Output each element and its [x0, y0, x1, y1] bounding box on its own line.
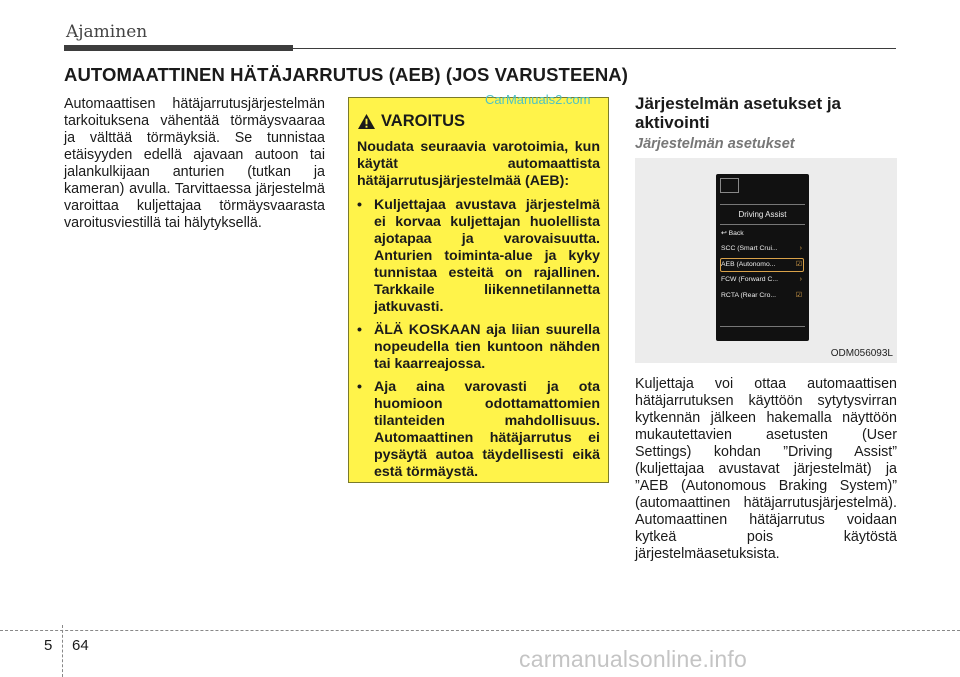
- menu-item-fcw[interactable]: [721, 274, 803, 286]
- screen-divider: [720, 326, 805, 327]
- header-rule-thin: [293, 48, 896, 49]
- warning-bullet: [357, 322, 600, 373]
- footer-divider: [62, 625, 63, 677]
- warning-bullet: [357, 197, 600, 316]
- screen-title: Driving Assist: [738, 210, 787, 219]
- screen-corner-icon: [720, 178, 739, 193]
- chapter-number: 5: [44, 637, 53, 654]
- chevron-right-icon: ›: [799, 245, 802, 252]
- screen-divider: [720, 224, 805, 225]
- menu-item-aeb[interactable]: [720, 258, 804, 272]
- checkbox-icon[interactable]: ☑: [795, 292, 802, 299]
- bullet-marker: •: [357, 379, 362, 395]
- figure-code: ODM056093L: [830, 348, 893, 359]
- warning-bullet: [357, 379, 600, 481]
- menu-item-label: FCW (Forward C...: [721, 276, 779, 283]
- display-screen: [716, 174, 809, 341]
- warning-box: [348, 97, 609, 483]
- warning-header: [357, 112, 600, 131]
- bullet-marker: •: [357, 197, 362, 213]
- intro-paragraph: Automaattisen hätäjarrutusjärjestelmän tarkoituksena vähentää törmäysvaaraa ja välttää törmäyksiä. Se tunnistaa etäisyyden edellä ajavaan autoon tai jalankulkijaan anturien (tutkan ja kameran) avulla. Tarvittaessa järjestelmä varoittaa kuljettajaa törmäysvaarasta varoitusviestillä tai hälytyksellä.: [64, 96, 325, 231]
- watermark-top: CarManuals2.com: [485, 92, 591, 107]
- menu-item-rcta[interactable]: [721, 290, 803, 302]
- menu-item-scc[interactable]: [721, 243, 803, 255]
- warning-bullet-list: [357, 197, 600, 481]
- menu-item-label: ↩ Back: [721, 230, 744, 237]
- chapter-header-title: Ajaminen: [66, 22, 148, 42]
- warning-intro: Noudata seuraavia varotoimia, kun käytät automaattista hätäjarrutusjärjestelmää (AEB):: [357, 139, 600, 189]
- warning-title: VAROITUS: [381, 112, 466, 130]
- warning-bullet-text: Kuljettajaa avustava järjestelmä ei korvaa kuljettajan huolellista ajotapaa ja varovaisuutta. Anturien toiminta-alue ja kyky tunnistaa esteitä on rajallinen. Tarkkaile liikennetilannetta jatkuvasti.: [374, 197, 600, 315]
- settings-figure: [635, 158, 897, 363]
- checkbox-icon[interactable]: ☑: [795, 261, 802, 268]
- menu-item-label: RCTA (Rear Cro...: [721, 292, 777, 299]
- settings-heading: Järjestelmän asetukset ja aktivointi: [635, 94, 842, 132]
- header-rule-thick: [64, 45, 293, 51]
- bullet-marker: •: [357, 322, 362, 338]
- page-number: 64: [72, 637, 89, 654]
- screen-divider: [720, 204, 805, 205]
- warning-triangle-icon: [357, 113, 376, 130]
- menu-item-label: AEB (Autonomo...: [721, 261, 776, 268]
- footer-rule: [0, 630, 960, 631]
- menu-item-label: SCC (Smart Crui...: [721, 245, 778, 252]
- section-title: AUTOMAATTINEN HÄTÄJARRUTUS (AEB) (JOS VARUSTEENA): [64, 64, 629, 85]
- warning-bullet-text: ÄLÄ KOSKAAN aja liian suurella nopeudella tien kuntoon nähden tai kaarreajossa.: [374, 322, 600, 372]
- watermark-bottom: carmanualsonline.info: [519, 646, 747, 672]
- warning-bullet-text: Aja aina varovasti ja ota huomioon odottamattomien tilanteiden mahdollisuus. Automaattinen hätäjarrutus ei pysäytä autoa täydellisesti eikä estä törmäystä.: [374, 379, 600, 480]
- chevron-right-icon: ›: [799, 276, 802, 283]
- menu-item-back[interactable]: [721, 228, 803, 240]
- settings-body-paragraph: Kuljettaja voi ottaa automaattisen hätäjarrutuksen käyttöön sytytysvirran kytkennän jälkeen hakemalla näyttöön mukautettavien asetusten (User Settings) kohdan ”Driving Assist” (kuljettajaa avustavat järjestelmät) ja ”AEB (Autonomous Braking System)” (automaattinen hätäjarrutusjärjestelmä). Automaattinen hätäjarrutus voidaan kytkeä pois käytöstä järjestelmäasetuksista.: [635, 376, 897, 562]
- settings-subheading: Järjestelmän asetukset: [635, 136, 795, 152]
